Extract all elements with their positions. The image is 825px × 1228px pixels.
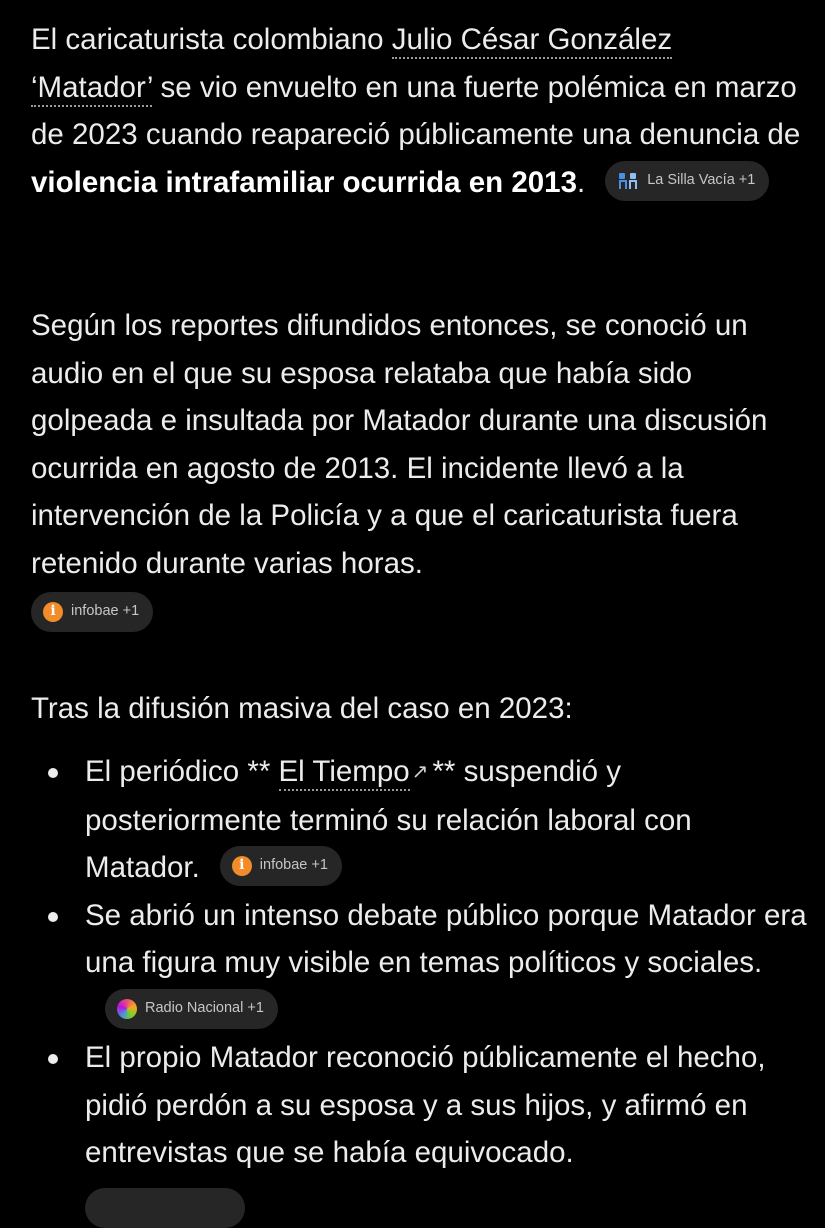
source-chip-la-silla-vacia[interactable] <box>605 161 769 201</box>
source-chip-label: infobae +1 <box>259 857 328 874</box>
bullet-dot <box>48 768 58 778</box>
source-chip-label: infobae +1 <box>71 603 140 620</box>
external-link-icon[interactable]: ↗ <box>411 761 429 783</box>
source-chip-radio-nacional[interactable] <box>105 989 278 1029</box>
source-chip-label: La Silla Vacía +1 <box>647 171 756 188</box>
infobae-icon: i <box>232 856 252 876</box>
item1-text-1: El periódico ** <box>85 755 279 788</box>
radio-nacional-icon <box>117 999 137 1019</box>
source-chip-partial[interactable] <box>85 1188 245 1228</box>
p1-text-1: El caricaturista colombiano <box>31 23 392 56</box>
list-item <box>48 892 808 1035</box>
source-chip-infobae[interactable] <box>220 846 342 886</box>
source-chip-label: Radio Nacional +1 <box>145 999 264 1016</box>
p2-text: Según los reportes difundidos entonces, se conoció un audio en el que su esposa relataba que había sido golpeada e insultada por Matador durante una discusión ocurrida en agosto de 2013. El incidente llevó a la intervención de la Policía y a que el caricaturista fuera retenido durante varias horas. <box>31 309 768 580</box>
source-chip-infobae[interactable] <box>31 592 153 632</box>
paragraph-3: Tras la difusión masiva del caso en 2023: <box>31 692 573 725</box>
paragraph-2 <box>31 302 801 635</box>
infobae-icon: i <box>43 602 63 622</box>
bullet-list <box>48 748 808 1177</box>
bullet-dot <box>48 912 58 922</box>
list-item <box>48 1034 808 1177</box>
item2-text: Se abrió un intenso debate público porque Matador era una figura muy visible en temas políticos y sociales. <box>85 898 807 979</box>
link-julio-cesar-gonzalez[interactable]: Julio César González ‘Matador’ <box>31 23 672 107</box>
list-item <box>48 748 808 892</box>
link-el-tiempo[interactable]: El Tiempo <box>279 755 410 791</box>
la-silla-vacia-icon <box>617 171 639 191</box>
p1-text-3: . <box>576 165 586 199</box>
paragraph-1 <box>31 16 801 206</box>
bullet-dot <box>48 1054 58 1064</box>
p1-bold: violencia intrafamiliar ocurrida en 2013 <box>31 165 577 199</box>
item1-text-2: ** suspendió y posteriormente terminó su relación laboral con Matador. <box>85 755 692 884</box>
p1-text-2: se vio envuelto en una fuerte polémica en marzo de 2023 cuando reapareció públicamente una denuncia de <box>31 70 801 151</box>
item3-text: El propio Matador reconoció públicamente el hecho, pidió perdón a su esposa y a sus hijos, y afirmó en entrevistas que se había equivocado. <box>85 1041 766 1169</box>
